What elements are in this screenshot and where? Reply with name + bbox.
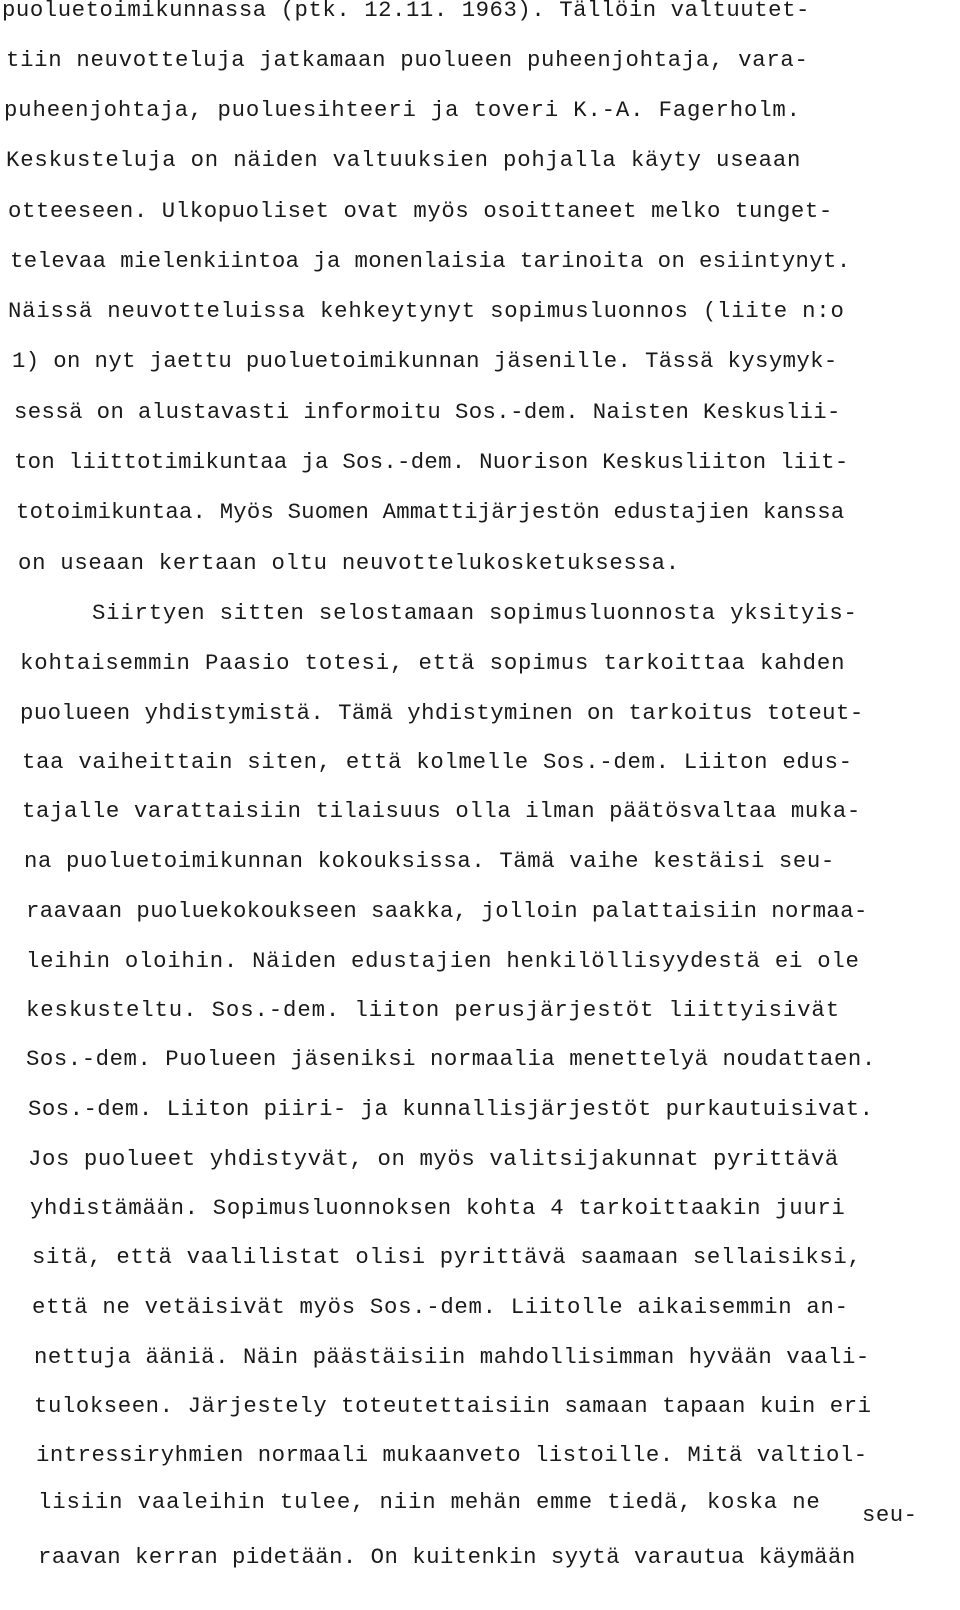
text-line: on useaan kertaan oltu neuvottelukosketuksessa.: [18, 550, 680, 576]
text-line: että ne vetäisivät myös Sos.-dem. Liitolle aikaisemmin an-: [32, 1294, 849, 1320]
text-line: keskusteltu. Sos.-dem. liiton perusjärjestöt liittyisivät: [26, 997, 840, 1023]
text-line: otteeseen. Ulkopuoliset ovat myös osoittaneet melko tunget-: [8, 198, 833, 224]
text-line: lisiin vaaleihin tulee, niin mehän emme tiedä, koska ne: [38, 1489, 821, 1515]
text-line: Siirtyen sitten selostamaan sopimusluonnosta yksityis-: [92, 600, 858, 626]
text-line: leihin oloihin. Näiden edustajien henkilöllisyydestä ei ole: [26, 948, 860, 974]
text-line: puolueen yhdistymistä. Tämä yhdistyminen on tarkoitus toteut-: [20, 700, 864, 726]
text-line: kohtaisemmin Paasio totesi, että sopimus tarkoittaa kahden: [20, 650, 846, 676]
text-line: tiin neuvotteluja jatkamaan puolueen puheenjohtaja, vara-: [6, 47, 809, 73]
text-line: Näissä neuvotteluissa kehkeytynyt sopimusluonnos (liite n:o: [8, 298, 845, 324]
margin-note: seu-: [862, 1502, 918, 1528]
text-line: tajalle varattaisiin tilaisuus olla ilman päätösvaltaa muka-: [22, 798, 861, 824]
text-line: intressiryhmien normaali mukaanveto listoille. Mitä valtiol-: [36, 1442, 868, 1468]
text-line: ton liittotimikuntaa ja Sos.-dem. Nuorison Keskusliiton liit-: [14, 449, 849, 475]
text-line: totoimikuntaa. Myös Suomen Ammattijärjestön edustajien kanssa: [16, 499, 845, 525]
text-line: Jos puolueet yhdistyvät, on myös valitsijakunnat pyrittävä: [28, 1146, 839, 1172]
text-line: Sos.-dem. Liiton piiri- ja kunnallisjärjestöt purkautuisivat.: [28, 1096, 874, 1122]
text-line: raavan kerran pidetään. On kuitenkin syytä varautua käymään: [38, 1544, 856, 1570]
text-line: puoluetoimikunnassa (ptk. 12.11. 1963). Tällöin valtuutet-: [2, 0, 810, 23]
text-line: tulokseen. Järjestely toteutettaisiin samaan tapaan kuin eri: [34, 1393, 872, 1419]
text-line: televaa mielenkiintoa ja monenlaisia tarinoita on esiintynyt.: [10, 248, 851, 274]
text-line: sitä, että vaalilistat olisi pyrittävä saamaan sellaisiksi,: [32, 1244, 862, 1270]
text-line: yhdistämään. Sopimusluonnoksen kohta 4 tarkoittaakin juuri: [30, 1195, 846, 1221]
text-line: sessä on alustavasti informoitu Sos.-dem. Naisten Keskuslii-: [14, 399, 841, 425]
text-line: taa vaiheittain siten, että kolmelle Sos.-dem. Liiton edus-: [22, 749, 853, 775]
text-line: 1) on nyt jaettu puoluetoimikunnan jäsenille. Tässä kysymyk-: [12, 348, 838, 374]
text-line: Keskusteluja on näiden valtuuksien pohjalla käyty useaan: [6, 147, 802, 173]
text-line: nettuja ääniä. Näin päästäisiin mahdollisimman hyvään vaali-: [34, 1344, 870, 1370]
text-line: raavaan puoluekokoukseen saakka, jolloin palattaisiin normaa-: [26, 898, 868, 924]
text-line: Sos.-dem. Puolueen jäseniksi normaalia menettelyä noudattaen.: [26, 1046, 876, 1072]
text-line: puheenjohtaja, puoluesihteeri ja toveri K.-A. Fagerholm.: [4, 97, 801, 123]
text-line: na puoluetoimikunnan kokouksissa. Tämä vaihe kestäisi seu-: [24, 848, 835, 874]
